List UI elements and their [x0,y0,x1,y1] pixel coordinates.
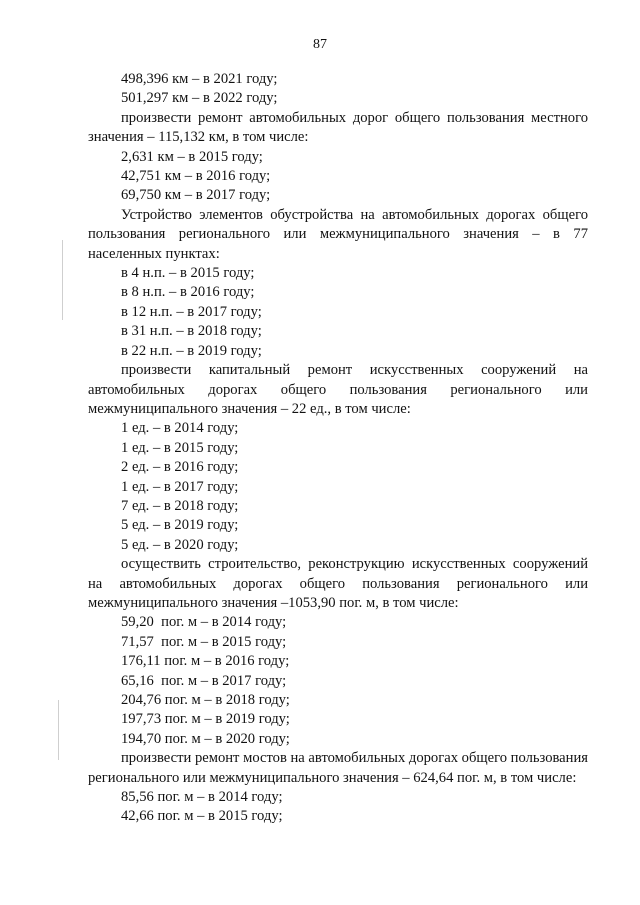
list-item: 498,396 км – в 2021 году; [121,71,278,87]
list-item: 1 ед. – в 2017 году; [121,478,239,495]
list-item: 2,631 км – в 2015 году; [121,148,263,165]
list-item: 59,20 пог. м – в 2014 году; [121,614,287,631]
list-item: 1 ед. – в 2014 году; [121,420,239,437]
list-item: 42,66 пог. м – в 2015 году; [121,808,283,825]
list-item: 42,751 км – в 2016 году; [121,168,271,185]
list-item: 204,76 пог. м – в 2018 году; [121,692,290,708]
list-item: 1 ед. – в 2015 году; [121,439,239,456]
list-item: 65,16 пог. м – в 2017 году; [121,672,287,689]
list-item: в 31 н.п. – в 2018 году; [121,323,262,340]
list-item: 176,11 пог. м – в 2016 году; [121,653,290,670]
paragraph: Устройство элементов обустройства на автомобильных дорогах общего пользования регионального или межмуниципального значения – в 77 населенных пунктах: [88,206,588,262]
list-item: 2 ед. – в 2016 году; [121,459,239,476]
list-item: 71,57 пог. м – в 2015 году; [121,633,287,650]
list-item: 69,750 км – в 2017 году; [121,187,271,204]
paragraph: осуществить строительство, реконструкцию искусственных сооружений на автомобильных дорогах общего пользования регионального или межмуниципального значения –1053,90 пог. м, в том числе: [88,556,588,611]
list-item: 5 ед. – в 2019 году; [121,517,239,534]
document-body [88,70,588,827]
paragraph: произвести ремонт мостов на автомобильных дорогах общего пользования регионального или межмуниципального значения – 624,64 пог. м, в том числе: [88,750,588,786]
list-item: в 22 н.п. – в 2019 году; [121,342,262,359]
list-item: 7 ед. – в 2018 году; [121,497,239,514]
list-item: 85,56 пог. м – в 2014 году; [121,789,283,806]
scan-artifact-line [58,700,59,760]
paragraph: произвести капитальный ремонт искусственных сооружений на автомобильных дорогах общего пользования регионального или межмуниципального значения – 22 ед., в том числе: [88,362,588,417]
paragraph: произвести ремонт автомобильных дорог общего пользования местного значения – 115,132 км, в том числе: [88,109,588,146]
list-item: 194,70 пог. м – в 2020 году; [121,730,290,747]
list-item: в 8 н.п. – в 2016 году; [121,284,255,301]
list-item: 197,73 пог. м – в 2019 году; [121,711,290,728]
list-item: 5 ед. – в 2020 году; [121,536,239,553]
list-item: 501,297 км – в 2022 году; [121,90,278,107]
list-item: в 4 н.п. – в 2015 году; [121,265,255,282]
page-number: 87 [313,37,327,52]
list-item: в 12 н.п. – в 2017 году; [121,303,262,320]
scan-artifact-line [62,240,63,320]
